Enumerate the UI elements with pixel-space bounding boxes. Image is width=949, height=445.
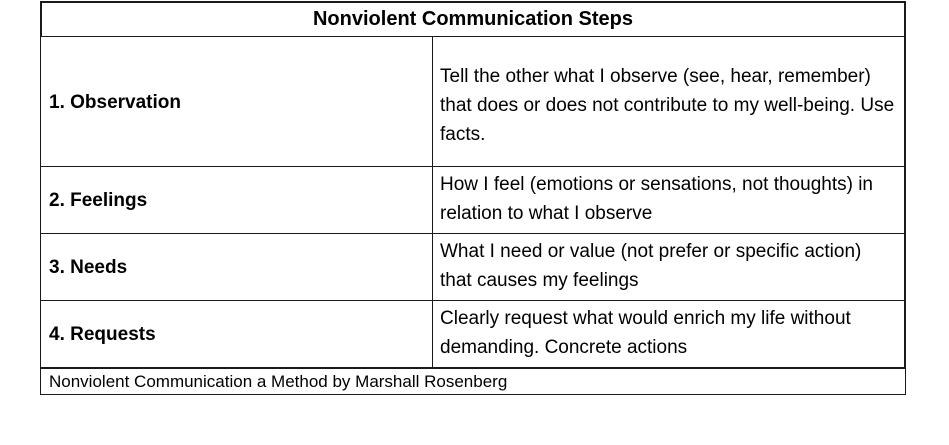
table-row xyxy=(41,234,904,301)
nvc-steps-table xyxy=(40,1,906,395)
table-footer-attribution: Nonviolent Communication a Method by Marshall Rosenberg xyxy=(40,369,906,395)
step-label-needs: 3. Needs xyxy=(41,234,433,300)
step-description-needs: What I need or value (not prefer or specific action) that causes my feelings xyxy=(440,241,862,291)
step-description-feelings: How I feel (emotions or sensations, not thoughts) in relation to what I observe xyxy=(440,174,874,224)
table-body xyxy=(40,37,906,369)
table-row xyxy=(41,301,904,369)
table-title: Nonviolent Communication Steps xyxy=(40,1,906,37)
step-label-observation: 1. Observation xyxy=(41,37,433,166)
step-label-requests: 4. Requests xyxy=(41,301,433,367)
table-row xyxy=(41,37,904,167)
step-label-feelings: 2. Feelings xyxy=(41,167,433,233)
step-description-observation: Tell the other what I observe (see, hear, remember) that does or does not contribute to my well-being. Use facts. xyxy=(440,66,895,145)
step-description-requests: Clearly request what would enrich my life without demanding. Concrete actions xyxy=(440,308,851,358)
table-row xyxy=(41,167,904,234)
